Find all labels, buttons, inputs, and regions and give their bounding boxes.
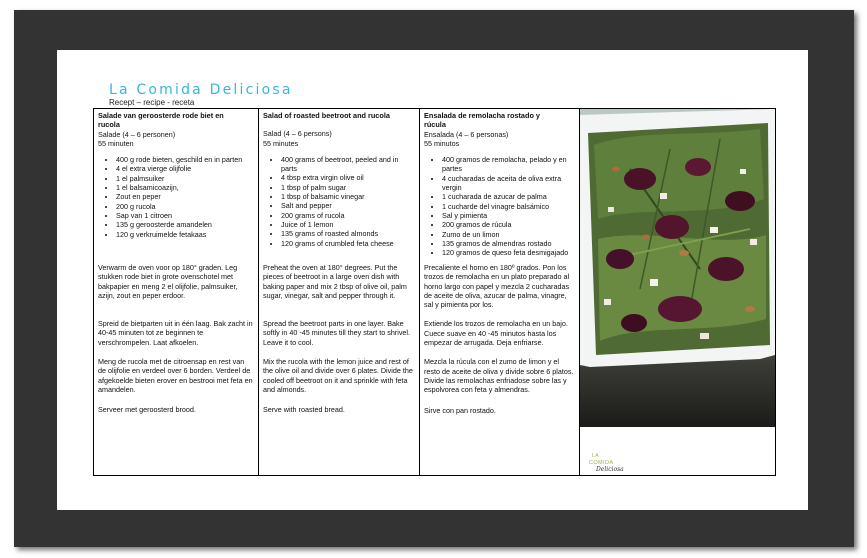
brand-title: La Comida Deliciosa bbox=[109, 82, 293, 98]
ingredient-list bbox=[424, 155, 575, 257]
list-item: • 200 g rucola bbox=[116, 202, 254, 211]
brand-subtitle: Recept – recipe - receta bbox=[109, 98, 195, 107]
list-item: • 1 cucharada de azucar de palma bbox=[442, 192, 575, 201]
list-item: • Sap van 1 citroen bbox=[116, 211, 254, 220]
recipe-title: Ensalada de remolacha rostado y rúcula bbox=[424, 111, 540, 130]
prep-time: 55 minutes bbox=[263, 138, 299, 148]
list-item: • 120 gramos de queso feta desmigajado bbox=[442, 248, 575, 257]
ingredient-list bbox=[263, 155, 415, 248]
instruction-step: Verwarm de oven voor op 180° graden. Leg stukken rode biet in grote ovenschotel met bakpapier en meng 2 el olijfolie, palmsuiker, azijn, zout en peper erdoor. bbox=[98, 263, 238, 300]
instruction-step: Mezcla la rúcula con el zumo de limon y el resto de aceite de oliva y divide sobre 6 platos. Divide las remolachas enfriadose sobre las y espolvorea con feta y almendras. bbox=[424, 357, 574, 395]
instructions bbox=[424, 263, 575, 415]
portions: Salade (4 – 6 personen) bbox=[98, 129, 176, 139]
instruction-step: Extiende los trozos de remolacha en un bajo. Cuece suave en 40 -45 minutos hasta los empezar de arrugada. Deja enfriarse. bbox=[424, 319, 568, 348]
list-item: • 4 tbsp extra virgin olive oil bbox=[281, 173, 415, 182]
instruction-step: Mix the rucola with the lemon juice and rest of the olive oil and divide over 6 plates. Divide the cooled off beetroot on it and sprinkle with feta and almonds. bbox=[263, 357, 413, 394]
portions: Salad (4 – 6 persons) bbox=[263, 129, 332, 139]
recipe-title: Salade van geroosterde rode biet en rucola bbox=[98, 111, 224, 130]
list-item: • Zout en peper bbox=[116, 192, 254, 201]
list-item: • 200 grams of rucola bbox=[281, 211, 415, 220]
instruction-step: Serveer met geroosterd brood. bbox=[98, 405, 196, 415]
instruction-step: Serve with roasted bread. bbox=[263, 405, 345, 415]
list-item: • 1 el palmsuiker bbox=[116, 174, 254, 183]
instruction-step: Spreid de bietparten uit in één laag. Bak zacht in 40-45 minuten tot ze beginnen te verschrompelen. Laat afkoelen. bbox=[98, 319, 253, 347]
instruction-step: Spread the beetroot parts in one layer. Bake softly in 40 -45 minutes till they start to shrivel. Leave it to cool. bbox=[263, 319, 411, 347]
salad-photo-image bbox=[580, 109, 775, 427]
instructions bbox=[263, 263, 415, 415]
list-item: • 135 gramos de almendras rostado bbox=[442, 239, 575, 248]
recipe-table bbox=[93, 108, 776, 476]
list-item: • 4 el extra vierge olijfolie bbox=[116, 164, 254, 173]
list-item: • Sal y pimienta bbox=[442, 211, 575, 220]
salad-photo bbox=[580, 109, 775, 475]
list-item: • 135 grams of roasted almonds bbox=[281, 229, 415, 238]
list-item: • Zumo de un limon bbox=[442, 230, 575, 239]
instruction-step: Preheat the oven at 180° degrees. Put the pieces of beetroot in a large oven dish with baking paper and mix 2 tbsp of olive oil, palm sugar, vinegar, salt and pepper through it. bbox=[263, 263, 407, 300]
instruction-step: Sirve con pan rostado. bbox=[424, 405, 496, 415]
recipe-column-english bbox=[259, 109, 420, 475]
ingredient-list bbox=[98, 155, 254, 239]
prep-time: 55 minutos bbox=[424, 138, 460, 148]
portions: Ensalada (4 – 6 personas) bbox=[424, 129, 509, 139]
instructions bbox=[98, 263, 254, 415]
list-item: • 1 tbsp of palm sugar bbox=[281, 183, 415, 192]
footer-logo: LA COMIDA Deliciosa bbox=[589, 453, 624, 473]
recipe-title: Salad of roasted beetroot and rucola bbox=[263, 111, 390, 120]
list-item: • 4 cucharadas de aceita de oliva extra vergin bbox=[442, 174, 575, 193]
recipe-column-spanish bbox=[420, 109, 580, 475]
instruction-step: Meng de rucola met de citroensap en rest van de olijfolie en verdeel over 6 borden. Verdeel de afgekoelde bieten erover en bestrooi met feta en amandelen. bbox=[98, 357, 253, 394]
recipe-column-dutch bbox=[94, 109, 259, 475]
list-item: • 1 cucharde del vinagre balsámico bbox=[442, 202, 575, 211]
list-item: • 400 gramos de remolacha, pelado y en partes bbox=[442, 155, 575, 174]
list-item: • 400 g rode bieten, geschild en in parten bbox=[116, 155, 254, 164]
recipe-page bbox=[57, 50, 808, 510]
list-item: • Salt and pepper bbox=[281, 201, 415, 210]
list-item: • 1 tbsp of balsamic vinegar bbox=[281, 192, 415, 201]
list-item: • 400 grams of beetroot, peeled and in parts bbox=[281, 155, 415, 174]
prep-time: 55 minuten bbox=[98, 138, 134, 148]
list-item: • 200 gramos de rúcula bbox=[442, 220, 575, 229]
instruction-step: Precaliente el horno en 180º grados. Pon los trozos de remolacha en un plato preparado al horno largo con papel y mezcla 2 cucharadas de aceite de oliva, azucar de palma, vinagre, sal y pimienta por los. bbox=[424, 263, 570, 310]
list-item: • 120 grams of crumbled feta cheese bbox=[281, 239, 415, 248]
list-item: • Juice of 1 lemon bbox=[281, 220, 415, 229]
list-item: • 135 g geroosterde amandelen bbox=[116, 220, 254, 229]
list-item: • 120 g verkruimelde fetakaas bbox=[116, 230, 254, 239]
list-item: • 1 el balsamicoazijn, bbox=[116, 183, 254, 192]
